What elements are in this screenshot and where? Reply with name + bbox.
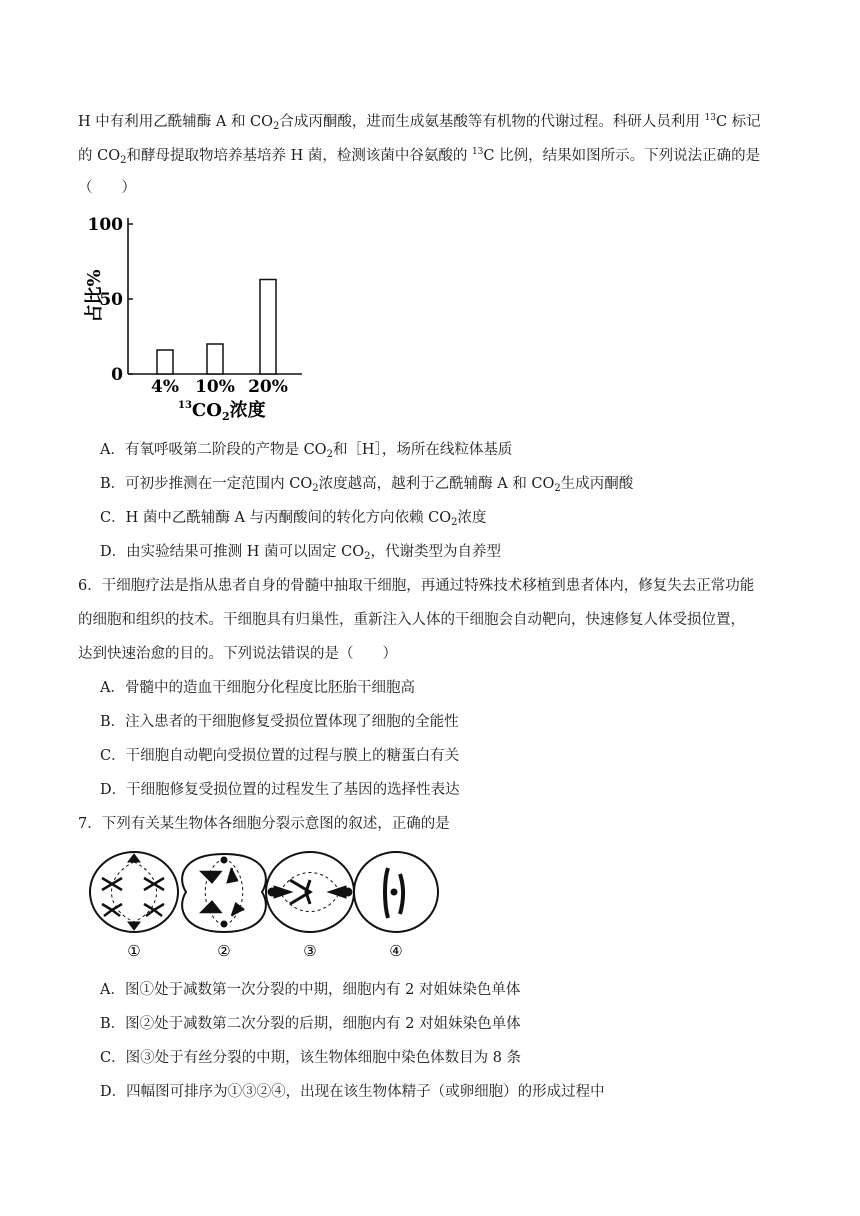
q5-option-a: A．有氧呼吸第二阶段的产物是 $CO_2$和［H］，场所在线粒体基质 [100, 442, 513, 460]
y-tick-label: 50 [99, 290, 123, 310]
y-tick-label: 0 [111, 365, 123, 385]
c13-ratio-bar-chart [78, 208, 318, 424]
q6-option-b: B．注入患者的干细胞修复受损位置体现了细胞的全能性 [100, 714, 459, 730]
q7-option-d: D．四幅图可排序为①③②④，出现在该生物体精子（或卵细胞）的形成过程中 [100, 1084, 605, 1100]
q6-stem-line-3: 达到快速治愈的目的。下列说法错误的是（ ） [78, 646, 397, 662]
q6-option-a: A．骨髓中的造血干细胞分化程度比胚胎干细胞高 [100, 680, 415, 696]
q7-option-b: B．图②处于减数第二次分裂的后期，细胞内有 2 对姐妹染色单体 [100, 1016, 521, 1032]
cell-3-diagram [266, 852, 354, 932]
q5-option-d: D．由实验结果可推测 H 菌可以固定 $CO_2$，代谢类型为自养型 [100, 544, 501, 562]
q7-option-a: A．图①处于减数第一次分裂的中期，细胞内有 2 对姐妹染色单体 [100, 982, 521, 998]
cell-1-diagram [90, 852, 178, 932]
x-tick-label: 4% [151, 377, 179, 397]
q6-stem-line-1: 6．干细胞疗法是指从患者自身的骨髓中抽取干细胞，再通过特殊技术移植到患者体内，修复失去正常功能 [78, 578, 755, 594]
bar-20% [260, 280, 276, 375]
q7-option-c: C．图③处于有丝分裂的中期，该生物体细胞中染色体数目为 8 条 [100, 1050, 522, 1066]
q5-stem-line-2: 的 $CO_2$和酵母提取物培养基培养 H 菌，检测该菌中谷氨酸的 $^{13}$C 比例，结果如图所示。下列说法正确的是 [78, 147, 761, 166]
q5-answer-bracket: （ ） [78, 180, 136, 196]
cell-2-label: ② [217, 942, 231, 960]
x-tick-label: 10% [195, 377, 235, 397]
q6-option-c: C．干细胞自动靶向受损位置的过程与膜上的糖蛋白有关 [100, 748, 460, 764]
y-tick-label: 100 [87, 215, 123, 235]
bar-4% [157, 350, 173, 374]
x-axis-label: $^{13}CO_2$浓度 [178, 400, 266, 423]
q5-stem-line-1: H 中有利用乙酰辅酶 A 和 $CO_2$合成丙酮酸，进而生成氨基酸等有机物的代谢过程。科研人员利用 $^{13}$C 标记 [78, 113, 761, 132]
y-axis-label: 占比% [84, 269, 105, 323]
cell-3-label: ③ [303, 942, 317, 960]
cell-4-label: ④ [389, 942, 403, 960]
cell-4-diagram [354, 852, 438, 932]
x-tick-label: 20% [248, 377, 288, 397]
q6-option-d: D．干细胞修复受损位置的过程发生了基因的选择性表达 [100, 782, 460, 798]
cell-2-diagram [182, 854, 266, 932]
bar-10% [207, 344, 223, 374]
q7-stem: 7．下列有关某生物体各细胞分裂示意图的叙述，正确的是 [78, 816, 450, 832]
q5-option-c: C．H 菌中乙酰辅酶 A 与丙酮酸间的转化方向依赖 $CO_2$浓度 [100, 510, 487, 528]
q6-stem-line-2: 的细胞和组织的技术。干细胞具有归巢性，重新注入人体的干细胞会自动靶向，快速修复人体受损位置， [78, 612, 745, 628]
cell-division-figure [84, 846, 444, 966]
q5-option-b: B．可初步推测在一定范围内 $CO_2$浓度越高，越利于乙酰辅酶 A 和 $CO_2$生成丙酮酸 [100, 476, 634, 494]
cell-1-label: ① [127, 942, 141, 960]
